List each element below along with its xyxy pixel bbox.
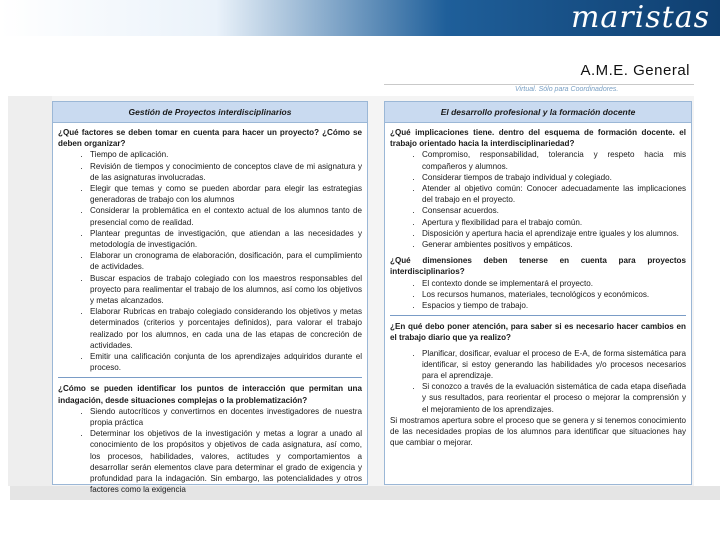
list-item: • Emitir una calificación conjunta de los aprendizajes adquiridos durante el proceso. — [90, 351, 362, 373]
answer-list — [58, 149, 362, 373]
list-item: • Consensar acuerdos. — [422, 205, 686, 216]
list-item: • Siendo autocríticos y convertirnos en docentes investigadores de nuestra propia práctica — [90, 406, 362, 428]
list-item: • Espacios y tiempo de trabajo. — [422, 300, 686, 311]
question-heading: ¿En qué debo poner atención, para saber si es necesario hacer cambios en el trabajo diario que ya realizo? — [390, 322, 686, 343]
section-divider — [58, 377, 362, 378]
slide-title: A.M.E. General — [580, 62, 690, 79]
list-item: • Planificar, dosificar, evaluar el proceso de E-A, de forma sistemática para identificar, si estoy generando las habilidades y/o procesos necesarios para el aprendizaje. — [422, 348, 686, 382]
column-title: El desarrollo profesional y la formación docente — [385, 102, 691, 123]
list-item: • Elegir que temas y como se pueden abordar para elegir las estrategias generadoras de trabajo con los alumnos — [90, 183, 362, 205]
column-project-management — [52, 101, 368, 495]
list-item: • Si conozco a través de la evaluación sistemática de cada etapa diseñada y sus resultados, para reorientar el proceso o mejorar la comprensión y el mejoramiento de los aprendizajes. — [422, 381, 686, 415]
list-item: • Plantear preguntas de investigación, que atiendan a las necesidades y metodología de investigación. — [90, 228, 362, 250]
document-subtitle: Virtual. Sólo para Coordinadores. — [515, 86, 619, 93]
list-item: • Los recursos humanos, materiales, tecnológicos y económicos. — [422, 289, 686, 300]
column-professional-development — [384, 101, 692, 485]
column-body — [53, 123, 367, 496]
question-heading: ¿Qué dimensiones deben tenerse en cuenta para proyectos interdisciplinarios? — [390, 256, 686, 277]
section-divider — [390, 315, 686, 316]
title-rule — [384, 84, 694, 85]
list-item: • Tiempo de aplicación. — [90, 149, 362, 160]
question-heading: ¿Qué implicaciones tiene. dentro del esquema de formación docente. el trabajo orientado hacia la interdisciplinariedad? — [390, 128, 686, 149]
answer-list — [390, 149, 686, 250]
answer-list — [390, 278, 686, 312]
list-item: • Buscar espacios de trabajo colegiado con los maestros responsables del proyecto para realimentar el trabajo de los alumnos, así como los objetivos y metas alcanzados. — [90, 273, 362, 307]
list-item: • Compromiso, responsabilidad, tolerancia y respeto hacia mis compañeros y alumnos. — [422, 149, 686, 171]
answer-list — [390, 348, 686, 415]
list-item: • Determinar los objetivos de la investigación y metas a lograr a unado al conocimiento de los propósitos y objetivos de cada asignatura, así como, los procesos, habilidades, valores, actitudes y comportamientos a desarrollar serán elementos clave para determinar el grado de exigencia y profundidad para la indagación. Sin embargo, las potencialidades y otros factores como la exigencia — [90, 428, 362, 495]
list-item: • Considerar la problemática en el contexto actual de los alumnos tanto de presencial como de realidad. — [90, 205, 362, 227]
left-margin-bar — [8, 96, 52, 486]
list-item: • Generar ambientes positivos y empáticos. — [422, 239, 686, 250]
list-item: • Considerar tiempos de trabajo individual y colegiado. — [422, 172, 686, 183]
list-item: • Apertura y flexibilidad para el trabajo común. — [422, 217, 686, 228]
list-item: • Revisión de tiempos y conocimiento de conceptos clave de mi asignatura y de las asignaturas involucradas. — [90, 161, 362, 183]
closing-paragraph: Si mostramos apertura sobre el proceso que se genera y si tenemos conocimiento de las necesidades propias de los alumnos para identificar que situaciones hay que cambiar o mejorar. — [390, 415, 686, 448]
column-body — [385, 123, 691, 448]
question-heading: ¿Cómo se pueden identificar los puntos de interacción que permitan una indagación, desde situaciones complejas o la problematización? — [58, 384, 362, 405]
list-item: • Elaborar un cronograma de elaboración, dosificación, para el cumplimiento de actividades. — [90, 250, 362, 272]
header-band — [0, 0, 720, 36]
list-item: • Elaborar Rubricas en trabajo colegiado considerando los objetivos y metas determinados (criterios y porcentajes definidos), para valorar el trabajo realizado por los alumnos, en cada una de las etapas de concreción de actividades. — [90, 306, 362, 351]
question-heading: ¿Qué factores se deben tomar en cuenta para hacer un proyecto? ¿Cómo se deben organizar? — [58, 128, 362, 149]
answer-list — [58, 406, 362, 496]
list-item: • El contexto donde se implementará el proyecto. — [422, 278, 686, 289]
list-item: • Disposición y apertura hacia el aprendizaje entre iguales y los alumnos. — [422, 228, 686, 239]
column-title: Gestión de Proyectos interdisciplinarios — [53, 102, 367, 123]
maristas-logo: maristas — [570, 0, 710, 35]
list-item: • Atender al objetivo común: Conocer adecuadamente las implicaciones del trabajo en el proyecto. — [422, 183, 686, 205]
